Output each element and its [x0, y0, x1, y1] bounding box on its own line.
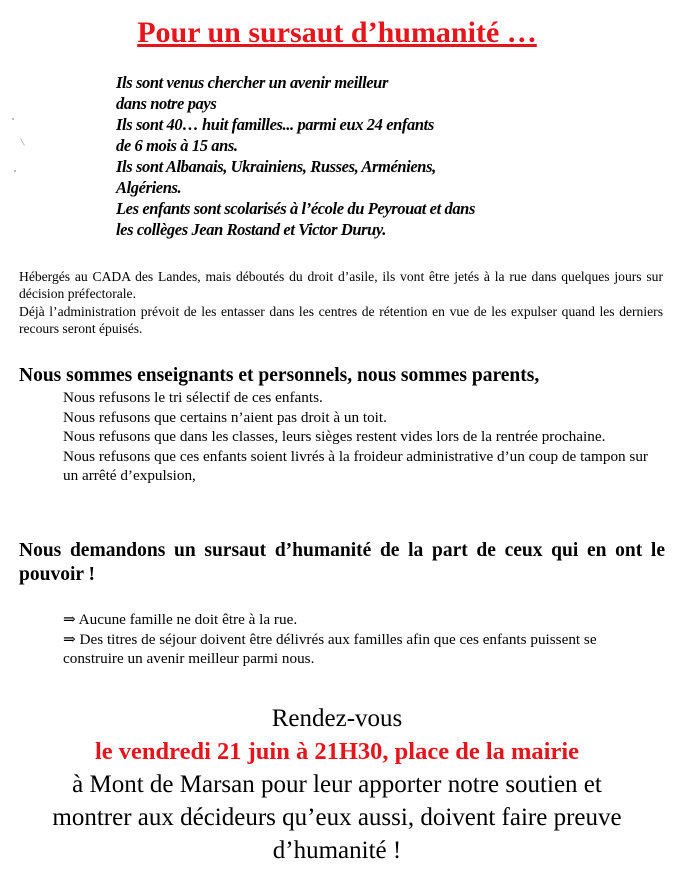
heading-sursaut: Nous demandons un sursaut d’humanité de la part de ceux qui en ont le pouvoir ! [19, 540, 665, 585]
refusal-item: Nous refusons le tri sélectif de ces enfants. [63, 389, 323, 406]
intro-line: dans notre pays [116, 94, 217, 113]
rendezvous-date: le vendredi 21 juin à 21H30, place de la mairie [94, 738, 580, 765]
intro-line: Les enfants sont scolarisés à l’école du Peyrouat et dans [116, 199, 475, 218]
scan-speck [20, 138, 25, 145]
demand-item: ⇒ Aucune famille ne doit être à la rue. [63, 611, 298, 628]
scan-speck [12, 118, 14, 120]
scan-speck [14, 170, 16, 172]
refusal-item: Nous refusons que dans les classes, leurs sièges restent vides lors de la rentrée prochaine. [63, 428, 606, 445]
refusal-item: Nous refusons que certains n’aient pas droit à un toit. [63, 408, 387, 426]
demand-item: ⇒ Des titres de séjour doivent être délivrés aux familles afin que ces enfants puissent se construire un avenir meilleur parmi nous. [63, 630, 597, 667]
intro-block [116, 72, 586, 240]
intro-line: de 6 mois à 15 ans. [116, 136, 238, 155]
page-title: Pour un sursaut d’humanité … [137, 16, 537, 49]
rendezvous-block [0, 702, 674, 867]
refusal-item: Nous refusons que ces enfants soient livrés à la froideur administrative d’un coup de tampon sur un arrêté d’expulsion, [63, 447, 648, 484]
heading-enseignants: Nous sommes enseignants et personnels, nous sommes parents, [19, 365, 540, 386]
intro-line: Algériens. [116, 178, 182, 197]
intro-line: Ils sont venus chercher un avenir meilleur [116, 73, 388, 92]
rendezvous-label: Rendez-vous [271, 705, 403, 732]
intro-line: Ils sont 40… huit familles... parmi eux 24 enfants [116, 115, 434, 134]
intro-line: Ils sont Albanais, Ukrainiens, Russes, Arméniens, [116, 157, 436, 176]
paragraph-retention: Déjà l’administration prévoit de les entasser dans les centres de rétention en vue de les expulser quand les derniers recours seront épuisés. [19, 304, 663, 336]
paragraph-cada: Hébergés au CADA des Landes, mais déboutés du droit d’asile, ils vont être jetés à la rue dans quelques jours sur décision préfectorale. [19, 269, 663, 301]
rendezvous-details: à Mont de Marsan pour leur apporter notre soutien et montrer aux décideurs qu’eux aussi, doivent faire preuve d’humanité ! [52, 771, 622, 864]
intro-line: les collèges Jean Rostand et Victor Duruy. [116, 220, 386, 239]
refusals-list [63, 388, 648, 486]
demands-list [63, 610, 648, 669]
